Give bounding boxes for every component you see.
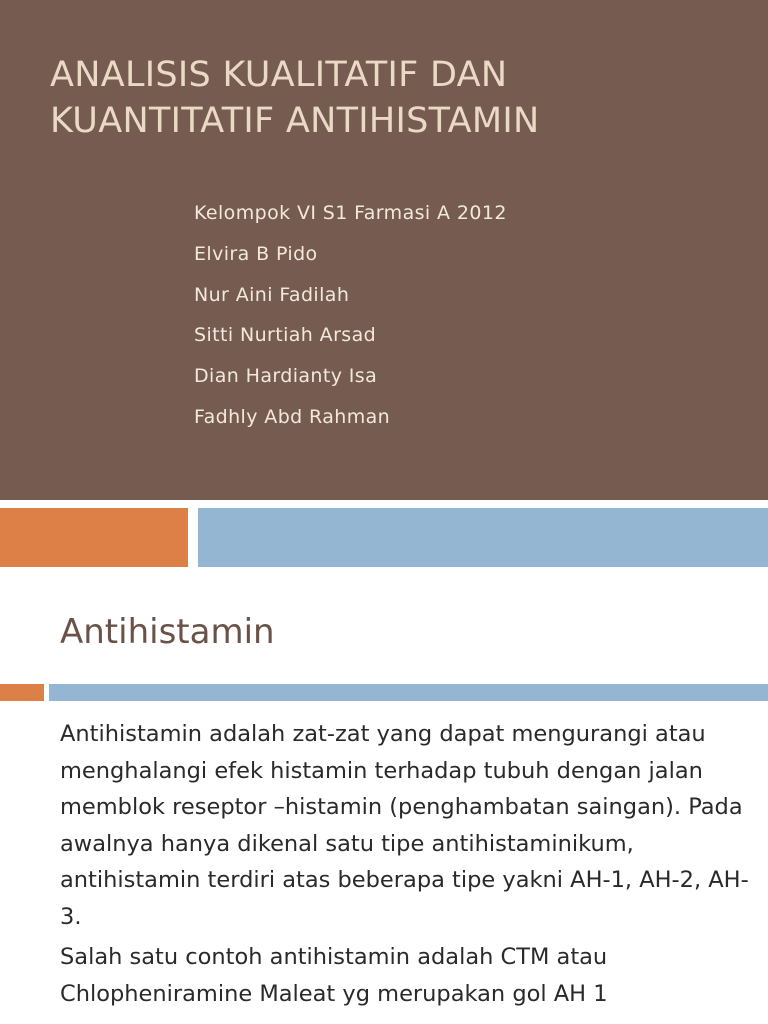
blue-divider <box>49 684 768 701</box>
orange-accent-bar <box>0 508 188 567</box>
author-name: Elvira B Pido <box>194 242 318 265</box>
blue-accent-bar <box>198 508 768 567</box>
author-name: Fadhly Abd Rahman <box>194 405 391 428</box>
slide-title-line-1: ANALISIS KUALITATIF DAN <box>50 55 508 95</box>
title-slide <box>0 0 768 500</box>
slide-title-line-2: KUANTITATIF ANTIHISTAMIN <box>50 101 540 141</box>
author-name: Sitti Nurtiah Arsad <box>194 324 377 347</box>
paragraph: Antihistamin adalah zat-zat yang dapat mengurangi atau menghalangi efek histamin terhadap tubuh dengan jalan memblok reseptor –histamin (penghambatan saingan). Pada awalnya hanya dikenal satu tipe antihistaminikum, antihistamin terdiri atas beberapa tipe yakni AH-1, AH-2, AH-3. <box>60 721 749 930</box>
orange-divider <box>0 684 44 701</box>
group-label: Kelompok VI S1 Farmasi A 2012 <box>194 202 507 224</box>
paragraph: Salah satu contoh antihistamin adalah CTM atau Chlopheniramine Maleat yg merupakan gol AH 1 <box>60 944 608 1007</box>
author-name: Dian Hardianty Isa <box>194 365 378 388</box>
slide-title <box>50 52 750 144</box>
section-title: Antihistamin <box>60 612 275 652</box>
body-text <box>60 716 750 1012</box>
author-name: Nur Aini Fadilah <box>194 283 350 306</box>
author-list <box>194 197 507 442</box>
